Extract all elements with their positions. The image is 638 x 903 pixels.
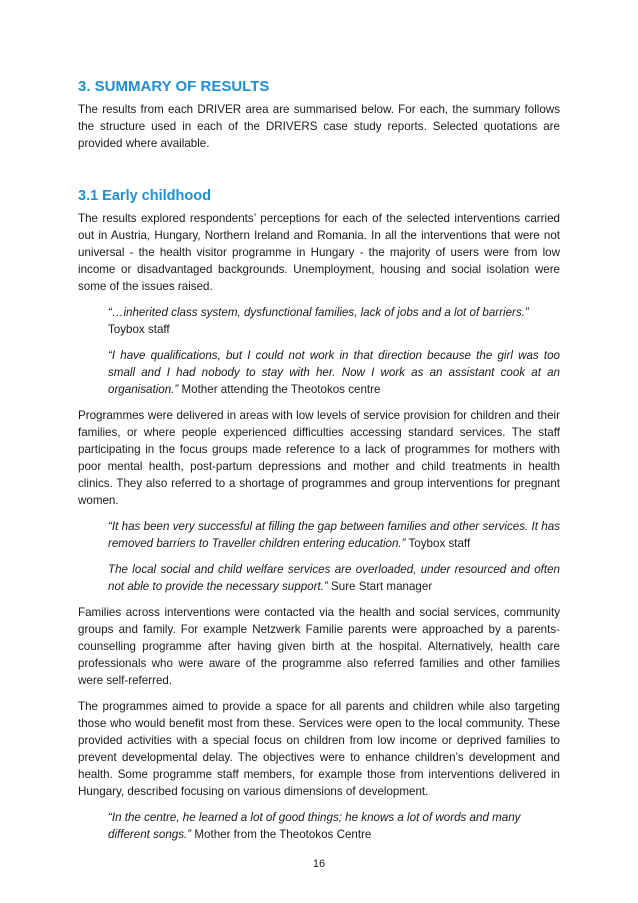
quote-text: “It has been very successful at filling the gap between families and other services. It has removed barriers to Traveller children entering education.” — [108, 520, 560, 550]
quote — [108, 561, 560, 595]
quote — [108, 304, 560, 338]
quote-text: “…inherited class system, dysfunctional families, lack of jobs and a lot of barriers.” — [108, 306, 529, 319]
quote — [108, 518, 560, 552]
paragraph: Programmes were delivered in areas with low levels of service provision for children and their families, or where people experienced difficulties accessing standard services. The staff participating in the focus groups made reference to a lack of programmes for mothers with poor mental health, post-partum depressions and mother and child treatments in health clinics. They also referred to a shortage of programmes and group interventions for pregnant women. — [78, 409, 560, 507]
paragraph: Families across interventions were contacted via the health and social services, community groups and family. For example Netzwerk Familie parents were approached by a parents-counselling programme after having given birth at the hospital. Alternatively, health care professionals who were aware of the programme also referred families and other families were self-referred. — [78, 606, 560, 687]
page-number: 16 — [312, 858, 326, 870]
quote — [108, 347, 560, 398]
quote-text: The local social and child welfare services are overloaded, under resourced and often not able to provide the necessary support.” — [108, 563, 560, 593]
quote — [108, 809, 560, 843]
quote-source: Sure Start manager — [331, 580, 433, 593]
section-title: 3. SUMMARY OF RESULTS — [78, 78, 270, 95]
quote-text: “In the centre, he learned a lot of good things; he knows a lot of words and many different songs.” — [108, 811, 521, 841]
paragraph: The programmes aimed to provide a space for all parents and children while also targeting those who would benefit most from these. Services were open to the local community. These provided activities with a special focus on children from low income or deprived families to prevent developmental delay. The objectives were to enhance children’s development and health. Some programme staff members, for example those from interventions delivered in Hungary, described focusing on various dimensions of development. — [78, 700, 560, 798]
quote-text: “I have qualifications, but I could not work in that direction because the girl was too small and I had nobody to stay with her. Now I work as an assistant cook at an organisation.” — [108, 349, 560, 396]
section-intro: The results from each DRIVER area are summarised below. For each, the summary follows the structure used in each of the DRIVERS case study reports. Selected quotations are provided where available. — [78, 103, 560, 150]
quote-source: Toybox staff — [408, 537, 471, 550]
subsection-title: 3.1 Early childhood — [78, 188, 211, 204]
quote-source: Toybox staff — [108, 323, 170, 336]
quote-source: Mother from the Theotokos Centre — [194, 828, 372, 841]
paragraph: The results explored respondents’ perceptions for each of the selected interventions carried out in Austria, Hungary, Northern Ireland and Romania. In all the interventions that were not universal - the health visitor programme in Hungary - the majority of users were from low income or disadvantaged backgrounds. Unemployment, housing and social isolation were some of the issues raised. — [78, 212, 560, 293]
quote-source: Mother attending the Theotokos centre — [181, 383, 381, 396]
